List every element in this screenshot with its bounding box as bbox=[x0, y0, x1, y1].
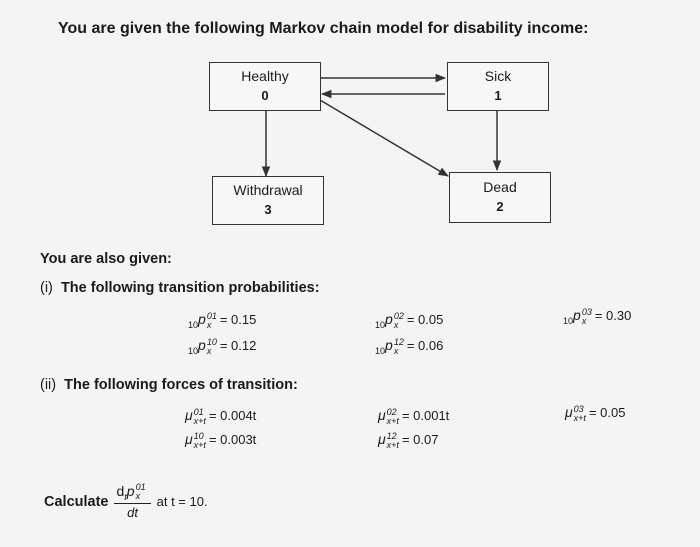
derivative-sub: x bbox=[135, 491, 141, 502]
force-mu03-sup: 03 bbox=[573, 403, 584, 414]
force-mu02-value: = 0.001t bbox=[401, 408, 450, 423]
part-i-heading bbox=[40, 280, 320, 296]
force-mu12-sub: x+t bbox=[386, 439, 399, 450]
prob-p01-value: = 0.15 bbox=[219, 312, 257, 327]
prob-p01-prefix: 10 bbox=[188, 320, 199, 330]
prob-p01-sub: x bbox=[206, 319, 212, 330]
prob-p03-sup: 03 bbox=[581, 306, 592, 317]
prob-p03-sub: x bbox=[581, 315, 587, 326]
state-dead-label: Dead bbox=[483, 179, 517, 195]
part-i-text: The following transition probabilities: bbox=[60, 280, 320, 296]
state-withdrawal-number: 3 bbox=[264, 202, 272, 217]
calculate-tail: at t = 10. bbox=[156, 494, 208, 509]
prob-p10-prefix: 10 bbox=[188, 346, 199, 356]
derivative-prefix: t bbox=[124, 492, 127, 502]
force-mu10-value: = 0.003t bbox=[208, 432, 257, 447]
prob-p03-value: = 0.30 bbox=[594, 308, 632, 323]
prob-p12: $_{10}$p 12 x = 0.06 bbox=[375, 336, 444, 356]
prob-p02-sub: x bbox=[393, 319, 399, 330]
also-given-heading: You are also given: bbox=[40, 251, 172, 267]
force-mu10-sub: x+t bbox=[193, 439, 206, 450]
force-mu03-value: = 0.05 bbox=[588, 405, 626, 420]
prob-p12-value: = 0.06 bbox=[406, 338, 444, 353]
problem-title: You are given the following Markov chain model for disability income: bbox=[58, 20, 589, 37]
state-sick bbox=[447, 62, 549, 111]
derivative-denominator: dt bbox=[127, 505, 138, 520]
part-i-label: (i) bbox=[40, 280, 53, 296]
prob-p12-prefix: 10 bbox=[375, 346, 386, 356]
state-healthy-number: 0 bbox=[261, 88, 269, 103]
force-mu03-sub: x+t bbox=[573, 412, 586, 423]
force-mu02-sup: 02 bbox=[386, 406, 397, 417]
prob-p12-sub: x bbox=[393, 345, 399, 356]
prob-p10-sub: x bbox=[206, 345, 212, 356]
prob-p01-sup: 01 bbox=[206, 310, 217, 321]
prob-p02-sup: 02 bbox=[393, 310, 404, 321]
force-mu03: μ 03 x+t = 0.05 bbox=[565, 403, 626, 423]
state-withdrawal bbox=[212, 176, 324, 225]
prob-p03-prefix: 10 bbox=[563, 316, 574, 326]
prob-p02-prefix: 10 bbox=[375, 320, 386, 330]
state-sick-label: Sick bbox=[484, 68, 512, 84]
state-dead bbox=[449, 172, 551, 223]
state-healthy-label: Healthy bbox=[241, 68, 289, 84]
force-mu12-value: = 0.07 bbox=[401, 432, 439, 447]
force-mu01-sub: x+t bbox=[193, 415, 206, 426]
state-dead-number: 2 bbox=[496, 199, 504, 214]
part-ii-text: The following forces of transition: bbox=[64, 377, 298, 393]
derivative-d: d bbox=[116, 483, 125, 499]
part-ii-label: (ii) bbox=[40, 377, 57, 393]
arrow-healthy-to-dead bbox=[320, 100, 448, 176]
force-mu02-sub: x+t bbox=[386, 415, 399, 426]
state-sick-number: 1 bbox=[494, 88, 502, 103]
state-withdrawal-label: Withdrawal bbox=[233, 182, 303, 198]
force-mu12: μ 12 x+t = 0.07 bbox=[378, 430, 439, 450]
force-mu10: μ 10 x+t = 0.003t bbox=[185, 430, 257, 450]
prob-p10-sup: 10 bbox=[206, 336, 217, 347]
prob-p10: $_{10}$p 10 x = 0.12 bbox=[188, 336, 257, 356]
part-ii-heading bbox=[40, 377, 298, 393]
force-mu12-sup: 12 bbox=[386, 430, 397, 441]
prob-p01: $_{10}$p 01 x = 0.15 bbox=[188, 310, 257, 330]
state-healthy bbox=[209, 62, 321, 111]
derivative-sup: 01 bbox=[135, 482, 146, 493]
force-mu01: μ 01 x+t = 0.004t bbox=[185, 406, 257, 426]
calculate-label: Calculate bbox=[44, 493, 109, 510]
prob-p10-value: = 0.12 bbox=[219, 338, 257, 353]
force-mu01-value: = 0.004t bbox=[208, 408, 257, 423]
prob-p02-value: = 0.05 bbox=[406, 312, 444, 327]
force-mu10-sup: 10 bbox=[193, 430, 204, 441]
force-mu02: μ 02 x+t = 0.001t bbox=[378, 406, 450, 426]
calculate-line bbox=[44, 483, 208, 520]
derivative-fraction: $d_tp$ 01 x dt bbox=[114, 483, 150, 520]
prob-p12-sup: 12 bbox=[393, 336, 404, 347]
prob-p03: $_{10}$p 03 x = 0.30 bbox=[563, 306, 632, 326]
prob-p02: $_{10}$p 02 x = 0.05 bbox=[375, 310, 444, 330]
force-mu01-sup: 01 bbox=[193, 406, 204, 417]
